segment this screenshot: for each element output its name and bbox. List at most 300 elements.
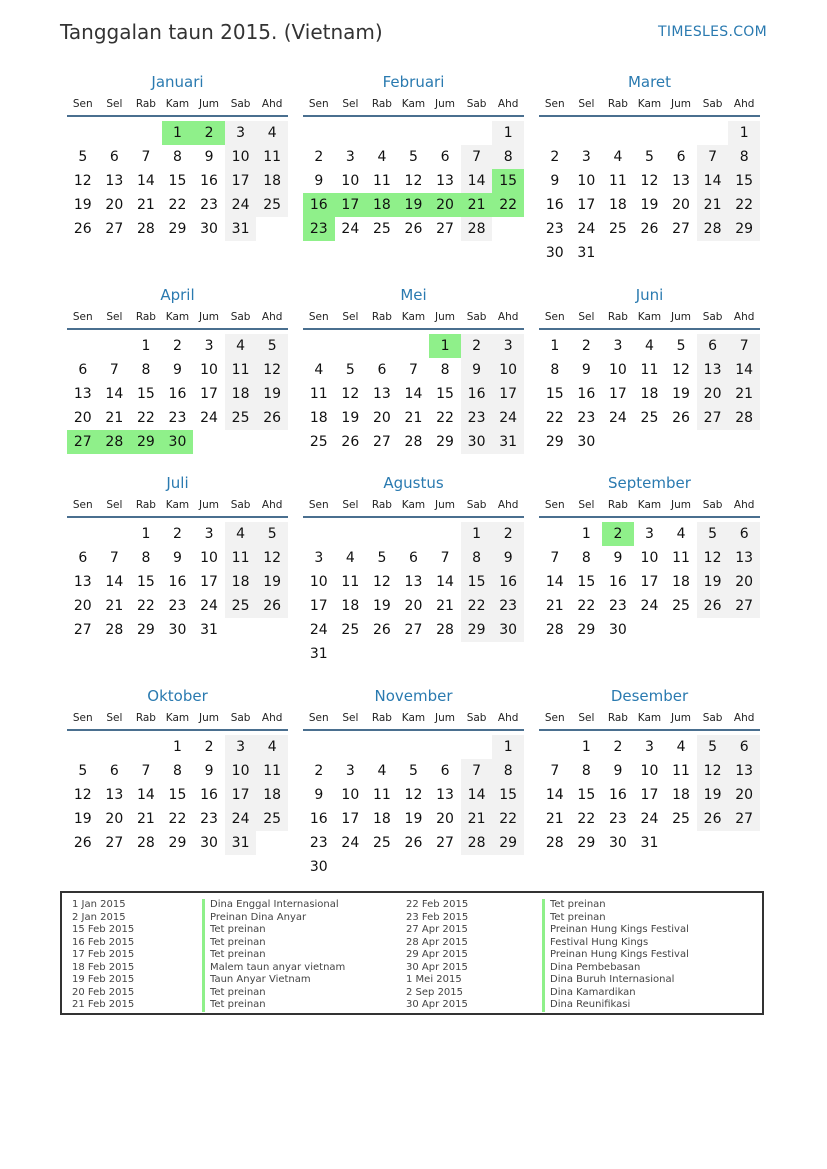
day-cell[interactable]: 2 (613, 739, 623, 755)
day-cell[interactable]: 12 (404, 787, 423, 803)
day-cell[interactable]: 29 (168, 835, 187, 851)
day-cell[interactable]: 12 (697, 546, 729, 570)
day-cell[interactable]: 27 (404, 622, 423, 638)
day-cell[interactable]: 27 (672, 221, 690, 237)
day-cell[interactable]: 18 (256, 783, 288, 807)
day-cell[interactable]: 1 (141, 526, 151, 542)
day-cell[interactable]: 19 (73, 197, 92, 213)
day-cell[interactable]: 21 (105, 410, 124, 426)
day-cell[interactable]: 18 (225, 570, 257, 594)
day-cell[interactable]: 14 (545, 787, 564, 803)
holiday-day-cell[interactable]: 17 (335, 193, 367, 217)
day-cell[interactable]: 5 (345, 362, 355, 378)
day-cell[interactable]: 30 (577, 434, 596, 450)
day-cell[interactable]: 29 (492, 831, 524, 855)
day-cell[interactable]: 15 (168, 173, 187, 189)
day-cell[interactable]: 8 (141, 550, 151, 566)
day-cell[interactable]: 8 (492, 759, 524, 783)
day-cell[interactable]: 29 (728, 217, 760, 241)
day-cell[interactable]: 16 (200, 787, 218, 803)
day-cell[interactable]: 1 (173, 739, 182, 755)
day-cell[interactable]: 3 (345, 149, 355, 165)
day-cell[interactable]: 4 (377, 149, 387, 165)
day-cell[interactable]: 6 (377, 362, 387, 378)
day-cell[interactable]: 18 (672, 574, 690, 590)
day-cell[interactable]: 6 (78, 550, 88, 566)
day-cell[interactable]: 21 (545, 598, 564, 614)
day-cell[interactable]: 15 (436, 386, 454, 402)
day-cell[interactable]: 5 (697, 735, 729, 759)
day-cell[interactable]: 21 (136, 811, 155, 827)
day-cell[interactable]: 21 (105, 598, 124, 614)
day-cell[interactable]: 26 (672, 410, 690, 426)
day-cell[interactable]: 28 (436, 622, 454, 638)
day-cell[interactable]: 29 (136, 622, 155, 638)
day-cell[interactable]: 2 (314, 763, 324, 779)
day-cell[interactable]: 18 (341, 598, 360, 614)
holiday-day-cell[interactable]: 28 (99, 430, 131, 454)
day-cell[interactable]: 18 (256, 169, 288, 193)
day-cell[interactable]: 25 (672, 811, 690, 827)
day-cell[interactable]: 3 (345, 763, 355, 779)
day-cell[interactable]: 4 (225, 334, 257, 358)
day-cell[interactable]: 16 (608, 787, 627, 803)
day-cell[interactable]: 24 (640, 598, 659, 614)
day-cell[interactable]: 5 (78, 763, 88, 779)
day-cell[interactable]: 4 (256, 121, 288, 145)
holiday-day-cell[interactable]: 2 (602, 522, 634, 546)
day-cell[interactable]: 22 (728, 193, 760, 217)
day-cell[interactable]: 10 (341, 787, 360, 803)
day-cell[interactable]: 3 (613, 338, 623, 354)
day-cell[interactable]: 9 (204, 763, 214, 779)
day-cell[interactable]: 7 (109, 362, 119, 378)
day-cell[interactable]: 22 (168, 811, 187, 827)
day-cell[interactable]: 6 (440, 149, 450, 165)
day-cell[interactable]: 5 (676, 338, 686, 354)
day-cell[interactable]: 27 (436, 221, 454, 237)
day-cell[interactable]: 12 (256, 546, 288, 570)
day-cell[interactable]: 11 (225, 358, 257, 382)
day-cell[interactable]: 11 (256, 759, 288, 783)
day-cell[interactable]: 4 (345, 550, 355, 566)
day-cell[interactable]: 26 (73, 835, 92, 851)
day-cell[interactable]: 8 (728, 145, 760, 169)
day-cell[interactable]: 24 (492, 406, 524, 430)
day-cell[interactable]: 7 (409, 362, 418, 378)
day-cell[interactable]: 3 (225, 121, 257, 145)
day-cell[interactable]: 4 (377, 763, 387, 779)
day-cell[interactable]: 3 (225, 735, 257, 759)
day-cell[interactable]: 24 (200, 410, 218, 426)
day-cell[interactable]: 26 (73, 221, 92, 237)
day-cell[interactable]: 21 (545, 811, 564, 827)
day-cell[interactable]: 24 (225, 193, 257, 217)
day-cell[interactable]: 17 (577, 197, 596, 213)
day-cell[interactable]: 1 (461, 522, 493, 546)
day-cell[interactable]: 26 (256, 406, 288, 430)
day-cell[interactable]: 13 (73, 574, 92, 590)
day-cell[interactable]: 15 (136, 574, 155, 590)
day-cell[interactable]: 7 (461, 759, 493, 783)
day-cell[interactable]: 10 (341, 173, 360, 189)
day-cell[interactable]: 17 (492, 382, 524, 406)
day-cell[interactable]: 9 (613, 763, 623, 779)
day-cell[interactable]: 14 (136, 173, 155, 189)
day-cell[interactable]: 1 (581, 526, 591, 542)
day-cell[interactable]: 29 (545, 434, 564, 450)
day-cell[interactable]: 16 (577, 386, 596, 402)
day-cell[interactable]: 13 (105, 787, 124, 803)
day-cell[interactable]: 18 (309, 410, 328, 426)
day-cell[interactable]: 2 (461, 334, 493, 358)
day-cell[interactable]: 14 (105, 574, 124, 590)
day-cell[interactable]: 3 (645, 526, 654, 542)
day-cell[interactable]: 2 (581, 338, 591, 354)
day-cell[interactable]: 28 (461, 831, 493, 855)
day-cell[interactable]: 27 (105, 221, 124, 237)
day-cell[interactable]: 23 (577, 410, 596, 426)
day-cell[interactable]: 7 (440, 550, 450, 566)
day-cell[interactable]: 11 (640, 362, 659, 378)
day-cell[interactable]: 6 (728, 735, 760, 759)
day-cell[interactable]: 20 (404, 598, 423, 614)
day-cell[interactable]: 21 (136, 197, 155, 213)
day-cell[interactable]: 3 (581, 149, 591, 165)
day-cell[interactable]: 29 (436, 434, 454, 450)
day-cell[interactable]: 26 (697, 594, 729, 618)
day-cell[interactable]: 10 (640, 763, 659, 779)
day-cell[interactable]: 19 (73, 811, 92, 827)
day-cell[interactable]: 11 (341, 574, 360, 590)
day-cell[interactable]: 7 (550, 550, 560, 566)
day-cell[interactable]: 28 (136, 221, 155, 237)
day-cell[interactable]: 24 (200, 598, 218, 614)
day-cell[interactable]: 13 (436, 787, 454, 803)
day-cell[interactable]: 9 (314, 787, 324, 803)
day-cell[interactable]: 27 (728, 807, 760, 831)
day-cell[interactable]: 22 (461, 594, 493, 618)
day-cell[interactable]: 25 (640, 410, 659, 426)
day-cell[interactable]: 17 (225, 169, 257, 193)
day-cell[interactable]: 25 (341, 622, 360, 638)
day-cell[interactable]: 9 (173, 550, 182, 566)
holiday-day-cell[interactable]: 23 (303, 217, 335, 241)
day-cell[interactable]: 1 (581, 739, 591, 755)
day-cell[interactable]: 13 (728, 759, 760, 783)
day-cell[interactable]: 27 (105, 835, 124, 851)
day-cell[interactable]: 3 (645, 739, 654, 755)
day-cell[interactable]: 20 (372, 410, 391, 426)
day-cell[interactable]: 17 (225, 783, 257, 807)
day-cell[interactable]: 18 (672, 787, 690, 803)
day-cell[interactable]: 24 (577, 221, 596, 237)
day-cell[interactable]: 19 (697, 570, 729, 594)
day-cell[interactable]: 8 (173, 149, 182, 165)
day-cell[interactable]: 25 (256, 807, 288, 831)
day-cell[interactable]: 27 (697, 406, 729, 430)
day-cell[interactable]: 31 (225, 831, 257, 855)
day-cell[interactable]: 22 (577, 811, 596, 827)
day-cell[interactable]: 27 (728, 594, 760, 618)
day-cell[interactable]: 10 (640, 550, 659, 566)
day-cell[interactable]: 6 (676, 149, 686, 165)
day-cell[interactable]: 25 (309, 434, 328, 450)
day-cell[interactable]: 17 (341, 811, 360, 827)
day-cell[interactable]: 25 (372, 835, 391, 851)
day-cell[interactable]: 21 (697, 193, 729, 217)
day-cell[interactable]: 23 (168, 410, 187, 426)
day-cell[interactable]: 17 (640, 574, 659, 590)
day-cell[interactable]: 13 (436, 173, 454, 189)
day-cell[interactable]: 8 (440, 362, 450, 378)
day-cell[interactable]: 8 (173, 763, 182, 779)
day-cell[interactable]: 30 (492, 618, 524, 642)
day-cell[interactable]: 23 (545, 221, 564, 237)
holiday-day-cell[interactable]: 2 (193, 121, 225, 145)
day-cell[interactable]: 22 (545, 410, 564, 426)
day-cell[interactable]: 11 (672, 763, 690, 779)
day-cell[interactable]: 2 (204, 739, 214, 755)
day-cell[interactable]: 24 (341, 221, 360, 237)
day-cell[interactable]: 4 (645, 338, 654, 354)
day-cell[interactable]: 28 (728, 406, 760, 430)
day-cell[interactable]: 9 (550, 173, 560, 189)
day-cell[interactable]: 22 (436, 410, 454, 426)
day-cell[interactable]: 12 (73, 173, 92, 189)
day-cell[interactable]: 20 (436, 811, 454, 827)
day-cell[interactable]: 15 (545, 386, 564, 402)
day-cell[interactable]: 25 (372, 221, 391, 237)
day-cell[interactable]: 26 (404, 835, 423, 851)
day-cell[interactable]: 11 (672, 550, 690, 566)
day-cell[interactable]: 23 (168, 598, 187, 614)
day-cell[interactable]: 1 (550, 338, 560, 354)
day-cell[interactable]: 30 (608, 622, 627, 638)
day-cell[interactable]: 14 (436, 574, 454, 590)
day-cell[interactable]: 28 (461, 217, 493, 241)
day-cell[interactable]: 15 (461, 570, 493, 594)
day-cell[interactable]: 10 (200, 362, 218, 378)
day-cell[interactable]: 28 (545, 835, 564, 851)
day-cell[interactable]: 13 (672, 173, 690, 189)
day-cell[interactable]: 2 (550, 149, 560, 165)
day-cell[interactable]: 4 (613, 149, 623, 165)
day-cell[interactable]: 19 (672, 386, 690, 402)
day-cell[interactable]: 27 (73, 622, 92, 638)
day-cell[interactable]: 13 (728, 546, 760, 570)
holiday-day-cell[interactable]: 27 (67, 430, 99, 454)
day-cell[interactable]: 11 (372, 787, 391, 803)
day-cell[interactable]: 26 (697, 807, 729, 831)
day-cell[interactable]: 22 (492, 807, 524, 831)
day-cell[interactable]: 26 (640, 221, 659, 237)
day-cell[interactable]: 12 (341, 386, 360, 402)
day-cell[interactable]: 18 (372, 811, 391, 827)
day-cell[interactable]: 23 (608, 598, 627, 614)
day-cell[interactable]: 23 (309, 835, 328, 851)
day-cell[interactable]: 25 (672, 598, 690, 614)
day-cell[interactable]: 24 (341, 835, 360, 851)
holiday-day-cell[interactable]: 29 (130, 430, 162, 454)
day-cell[interactable]: 20 (672, 197, 690, 213)
day-cell[interactable]: 10 (577, 173, 596, 189)
day-cell[interactable]: 2 (173, 338, 182, 354)
day-cell[interactable]: 10 (309, 574, 328, 590)
day-cell[interactable]: 13 (105, 173, 124, 189)
day-cell[interactable]: 22 (577, 598, 596, 614)
day-cell[interactable]: 19 (640, 197, 659, 213)
day-cell[interactable]: 3 (204, 338, 214, 354)
day-cell[interactable]: 9 (173, 362, 182, 378)
day-cell[interactable]: 14 (728, 358, 760, 382)
day-cell[interactable]: 26 (341, 434, 360, 450)
day-cell[interactable]: 11 (309, 386, 328, 402)
day-cell[interactable]: 31 (309, 646, 328, 662)
day-cell[interactable]: 23 (492, 594, 524, 618)
day-cell[interactable]: 20 (697, 382, 729, 406)
day-cell[interactable]: 14 (461, 169, 493, 193)
day-cell[interactable]: 6 (409, 550, 418, 566)
day-cell[interactable]: 7 (550, 763, 560, 779)
day-cell[interactable]: 17 (309, 598, 328, 614)
day-cell[interactable]: 15 (577, 574, 596, 590)
day-cell[interactable]: 23 (608, 811, 627, 827)
day-cell[interactable]: 14 (545, 574, 564, 590)
day-cell[interactable]: 3 (204, 526, 214, 542)
day-cell[interactable]: 31 (640, 835, 659, 851)
day-cell[interactable]: 30 (608, 835, 627, 851)
day-cell[interactable]: 30 (545, 245, 564, 261)
day-cell[interactable]: 1 (728, 121, 760, 145)
day-cell[interactable]: 11 (372, 173, 391, 189)
day-cell[interactable]: 14 (404, 386, 423, 402)
day-cell[interactable]: 11 (608, 173, 627, 189)
day-cell[interactable]: 21 (404, 410, 423, 426)
holiday-day-cell[interactable]: 30 (162, 430, 194, 454)
day-cell[interactable]: 28 (404, 434, 423, 450)
day-cell[interactable]: 17 (200, 386, 218, 402)
day-cell[interactable]: 10 (608, 362, 627, 378)
day-cell[interactable]: 15 (577, 787, 596, 803)
day-cell[interactable]: 5 (78, 149, 88, 165)
day-cell[interactable]: 27 (372, 434, 391, 450)
day-cell[interactable]: 7 (141, 149, 151, 165)
day-cell[interactable]: 17 (608, 386, 627, 402)
day-cell[interactable]: 20 (728, 570, 760, 594)
day-cell[interactable]: 26 (404, 221, 423, 237)
day-cell[interactable]: 9 (204, 149, 214, 165)
day-cell[interactable]: 22 (136, 410, 155, 426)
day-cell[interactable]: 1 (492, 121, 524, 145)
day-cell[interactable]: 16 (492, 570, 524, 594)
day-cell[interactable]: 19 (372, 598, 391, 614)
day-cell[interactable]: 9 (613, 550, 623, 566)
day-cell[interactable]: 29 (461, 618, 493, 642)
day-cell[interactable]: 25 (608, 221, 627, 237)
day-cell[interactable]: 23 (200, 197, 218, 213)
day-cell[interactable]: 8 (581, 763, 591, 779)
day-cell[interactable]: 6 (697, 334, 729, 358)
day-cell[interactable]: 18 (225, 382, 257, 406)
day-cell[interactable]: 6 (728, 522, 760, 546)
day-cell[interactable]: 29 (168, 221, 187, 237)
day-cell[interactable]: 8 (550, 362, 560, 378)
day-cell[interactable]: 20 (105, 197, 124, 213)
day-cell[interactable]: 3 (314, 550, 324, 566)
holiday-day-cell[interactable]: 18 (366, 193, 398, 217)
day-cell[interactable]: 19 (697, 783, 729, 807)
day-cell[interactable]: 24 (608, 410, 627, 426)
day-cell[interactable]: 12 (256, 358, 288, 382)
day-cell[interactable]: 7 (728, 334, 760, 358)
day-cell[interactable]: 16 (200, 173, 218, 189)
day-cell[interactable]: 30 (200, 221, 218, 237)
day-cell[interactable]: 10 (200, 550, 218, 566)
day-cell[interactable]: 7 (461, 145, 493, 169)
day-cell[interactable]: 18 (640, 386, 659, 402)
day-cell[interactable]: 4 (256, 735, 288, 759)
day-cell[interactable]: 9 (492, 546, 524, 570)
day-cell[interactable]: 11 (256, 145, 288, 169)
day-cell[interactable]: 20 (73, 410, 92, 426)
day-cell[interactable]: 2 (173, 526, 182, 542)
day-cell[interactable]: 23 (200, 811, 218, 827)
day-cell[interactable]: 12 (697, 759, 729, 783)
day-cell[interactable]: 18 (608, 197, 627, 213)
day-cell[interactable]: 22 (168, 197, 187, 213)
day-cell[interactable]: 24 (225, 807, 257, 831)
day-cell[interactable]: 9 (581, 362, 591, 378)
holiday-day-cell[interactable]: 15 (492, 169, 524, 193)
day-cell[interactable]: 28 (105, 622, 124, 638)
day-cell[interactable]: 4 (676, 739, 686, 755)
day-cell[interactable]: 16 (545, 197, 564, 213)
day-cell[interactable]: 24 (309, 622, 328, 638)
day-cell[interactable]: 5 (645, 149, 654, 165)
day-cell[interactable]: 23 (461, 406, 493, 430)
day-cell[interactable]: 29 (577, 622, 596, 638)
day-cell[interactable]: 13 (404, 574, 423, 590)
day-cell[interactable]: 24 (640, 811, 659, 827)
day-cell[interactable]: 25 (225, 594, 257, 618)
day-cell[interactable]: 22 (136, 598, 155, 614)
day-cell[interactable]: 2 (492, 522, 524, 546)
day-cell[interactable]: 26 (256, 594, 288, 618)
day-cell[interactable]: 11 (225, 546, 257, 570)
day-cell[interactable]: 30 (200, 835, 218, 851)
day-cell[interactable]: 31 (225, 217, 257, 241)
day-cell[interactable]: 21 (461, 807, 493, 831)
day-cell[interactable]: 30 (309, 859, 328, 875)
day-cell[interactable]: 26 (372, 622, 391, 638)
day-cell[interactable]: 3 (492, 334, 524, 358)
day-cell[interactable]: 2 (314, 149, 324, 165)
day-cell[interactable]: 5 (256, 334, 288, 358)
day-cell[interactable]: 25 (225, 406, 257, 430)
day-cell[interactable]: 6 (109, 149, 119, 165)
day-cell[interactable]: 30 (461, 430, 493, 454)
day-cell[interactable]: 30 (168, 622, 187, 638)
day-cell[interactable]: 31 (492, 430, 524, 454)
day-cell[interactable]: 7 (141, 763, 151, 779)
day-cell[interactable]: 25 (256, 193, 288, 217)
day-cell[interactable]: 9 (461, 358, 493, 382)
holiday-day-cell[interactable]: 1 (429, 334, 461, 358)
day-cell[interactable]: 7 (109, 550, 119, 566)
day-cell[interactable]: 4 (314, 362, 324, 378)
day-cell[interactable]: 7 (697, 145, 729, 169)
